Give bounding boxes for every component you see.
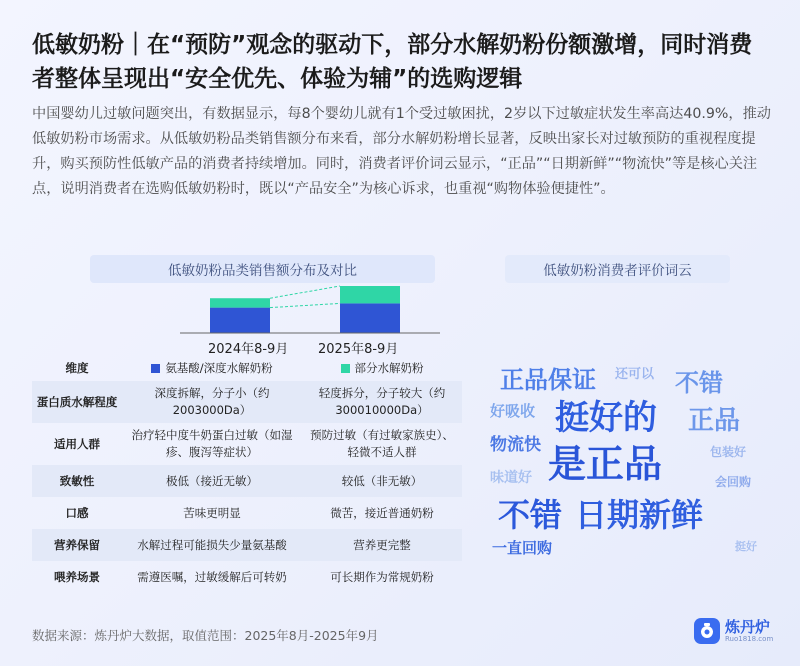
row-deep-value: 水解过程可能损失少量氨基酸 [137,537,287,552]
intro-paragraph: 中国婴幼儿过敏问题突出，有数据显示，每8个婴幼儿就有1个受过敏困扰，2岁以下过敏症状发生率高达40.9%，推动低敏奶粉市场需求。从低敏奶粉品类销售额分布来看，部分水解奶粉增长显著，反映出家长对过敏预防的重视程度提升，购买预防性低敏产品的消费者持续增加。同时，消费者评价词云显示，“正品”“日期新鲜”“物流快”等是核心关注点，说明消费者在选购低敏奶粉时，既以“产品安全”为核心诉求，也重视“购物体验便捷性”。 [32,106,771,197]
cloud-word: 还可以 [615,367,655,382]
logo-name: 炼丹炉 [725,617,771,636]
row-label: 适用人群 [54,436,100,451]
bar-2024-partial-hydrolyzed [210,298,270,307]
right-section-title: 低敏奶粉消费者评价词云 [505,255,730,283]
row-partial-value: 营养更完整 [353,537,411,552]
logo-icon [694,618,720,644]
row-deep-value: 苦味更明显 [183,505,241,520]
row-partial-value: 预防过敏（有过敏家族史）、轻微不适人群 [310,428,454,459]
row-partial-value: 较低（非无敏） [341,473,423,488]
data-source-footer: 数据来源：炼丹炉大数据，取值范围：2025年8月-2025年9月 [32,628,379,643]
cloud-word: 物流快 [490,435,541,455]
table-row [32,561,462,593]
cloud-word: 日期新鲜 [575,496,704,534]
cloud-word: 挺好 [735,540,757,553]
comparison-table [32,355,462,593]
cloud-word: 好吸收 [490,402,536,420]
row-label: 喂养场景 [54,569,100,584]
row-partial-value: 轻度拆分，分子较大（约300010000Da） [318,386,446,417]
row-partial-value: 可长期作为常规奶粉 [330,569,434,584]
left-section-title: 低敏奶粉品类销售额分布及对比 [90,255,435,283]
row-partial-value: 微苦，接近普通奶粉 [330,505,434,520]
cloud-word: 挺好的 [555,398,657,438]
review-word-cloud [470,345,790,585]
connector-line-top [270,286,340,298]
table-header-row [32,355,462,381]
cloud-word: 会回购 [715,475,752,489]
table-row [32,465,462,497]
legend-label-deep: 氨基酸/深度水解奶粉 [165,360,273,375]
table-row [32,423,462,465]
bar-2025-partial-hydrolyzed [340,286,400,303]
page-title: 低敏奶粉｜在“预防”观念的驱动下，部分水解奶粉份额激增，同时消费者整体呈现出“安全优先、体验为辅”的选购逻辑 [32,32,753,92]
connector-line-mid [270,303,340,307]
row-deep-value: 极低（接近无敏） [166,473,258,488]
cloud-word: 不错 [498,496,563,534]
header-partial [302,360,462,377]
bar-2024-deep-hydrolyzed [210,308,270,333]
row-deep-value: 需遵医嘱，过敏缓解后可转奶 [137,569,287,584]
table-row [32,497,462,529]
bar-2025-deep-hydrolyzed [340,303,400,333]
legend-label-partial: 部分水解奶粉 [354,360,424,375]
table-row [32,381,462,423]
cloud-word: 一直回购 [492,539,553,557]
header-deep [122,360,302,377]
cloud-word: 是正品 [548,442,663,486]
cloud-word: 正品保证 [500,366,596,394]
cloud-word: 包装好 [710,445,747,459]
logo-url: Ruo1818.com [725,634,774,643]
cloud-word: 不错 [675,369,723,397]
row-label: 蛋白质水解程度 [36,394,118,409]
brand-logo [694,618,773,644]
category-label-2024: 2024年8-9月 [208,342,289,357]
row-label: 营养保留 [54,537,100,552]
category-label-2025: 2025年8-9月 [318,342,399,357]
legend-swatch-deep [151,364,160,373]
header-dimension: 维度 [65,360,89,375]
cloud-word: 正品 [688,406,741,436]
table-row [32,529,462,561]
row-deep-value: 治疗轻中度牛奶蛋白过敏（如湿疹、腹泻等症状） [131,428,293,459]
row-label: 口感 [65,505,89,520]
row-deep-value: 深度拆解，分子小（约2003000Da） [154,386,270,417]
cloud-word: 味道好 [490,470,532,486]
row-label: 致敏性 [59,473,95,488]
legend-swatch-partial [341,364,350,373]
